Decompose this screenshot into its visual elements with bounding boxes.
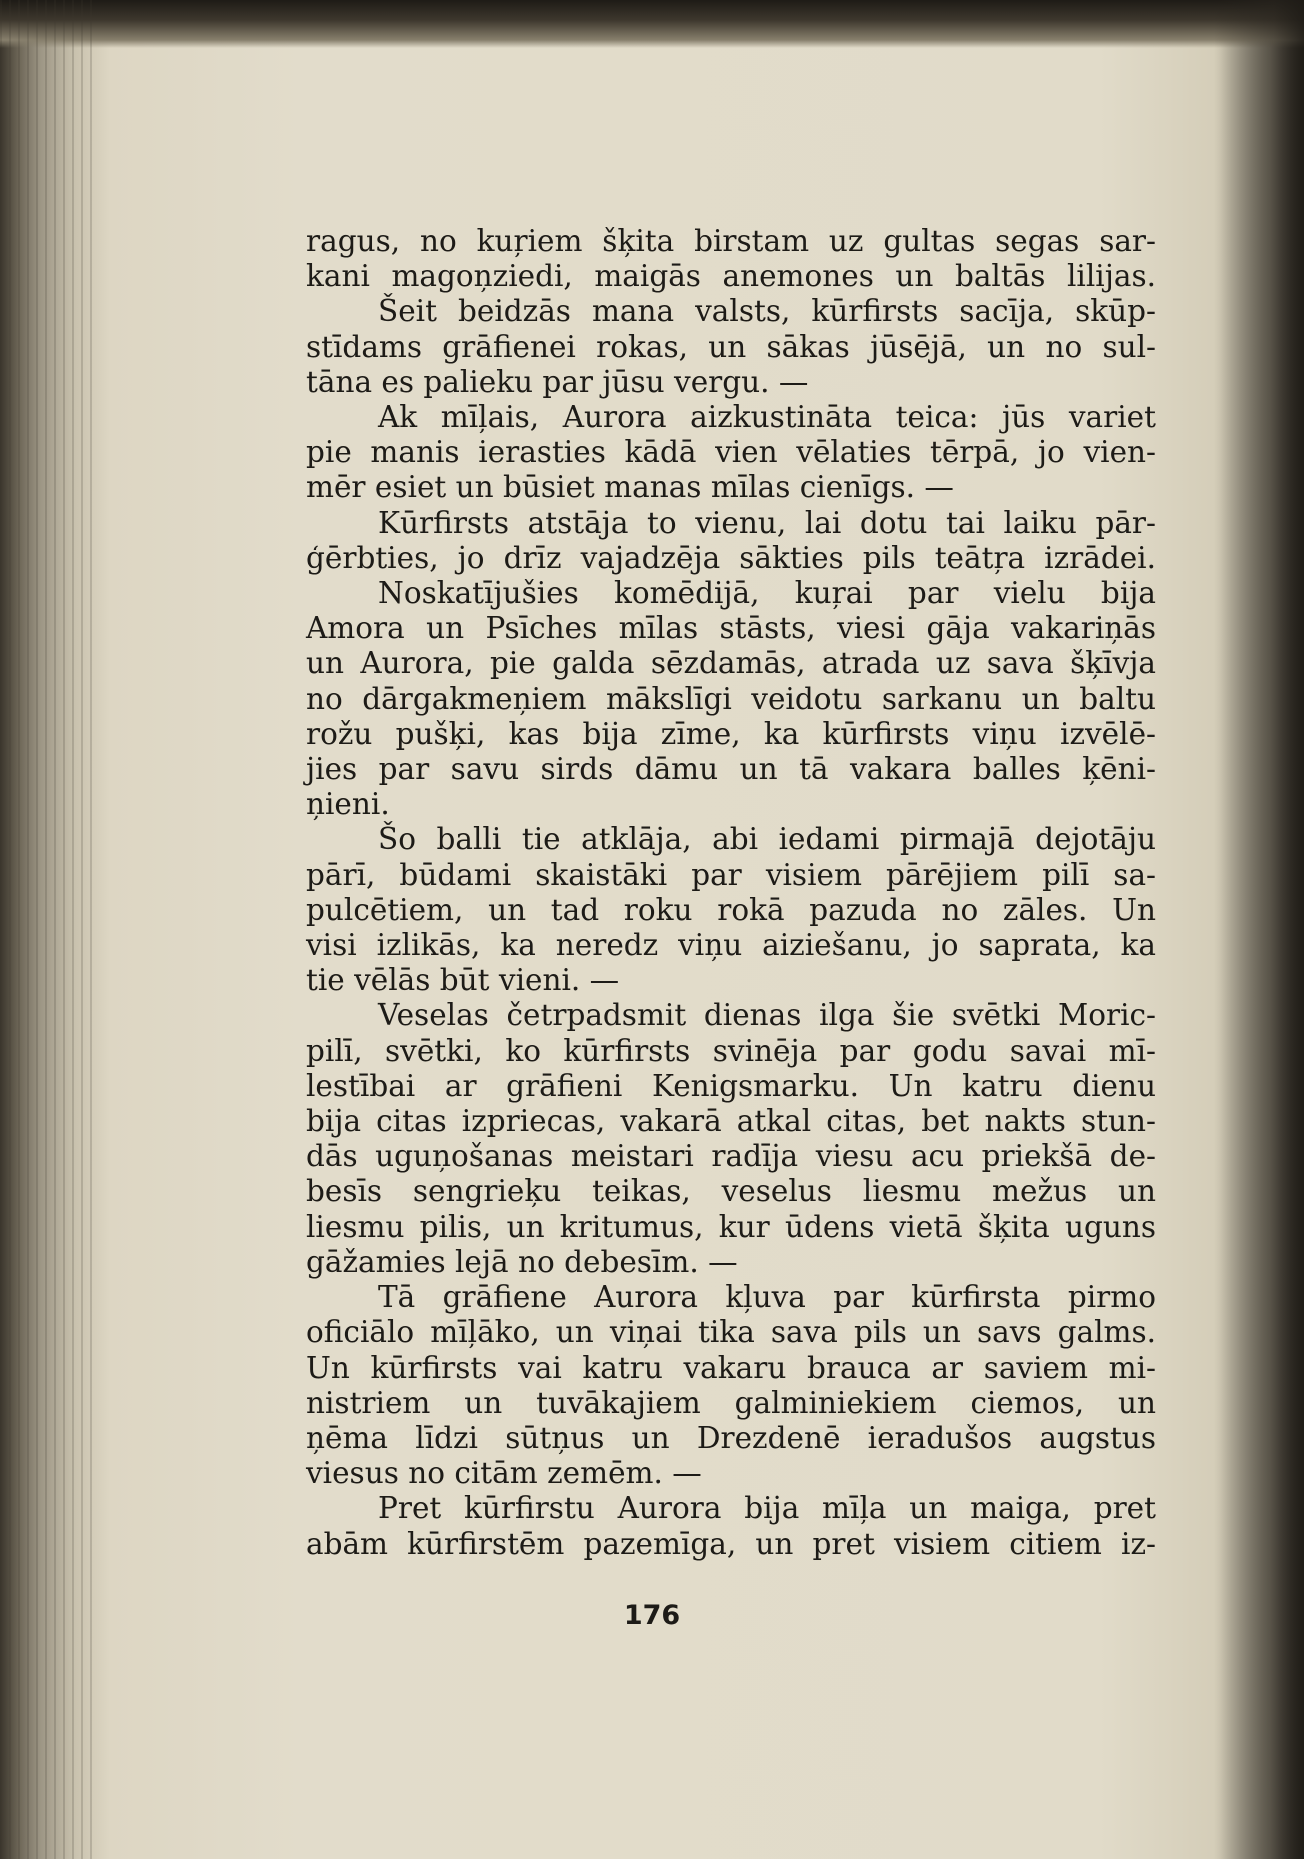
text-line: ņēma līdzi sūtņus un Drezdenē ieradušos augstus (306, 1420, 1156, 1455)
text-line: Tā grāfiene Aurora kļuva par kūrfirsta pirmo (378, 1280, 1156, 1315)
text-line: Amora un Psīches mīlas stāsts, viesi gāja vakariņās (306, 611, 1156, 646)
text-line: viesus no citām zemēm. — (306, 1456, 702, 1491)
text-line: tāna es palieku par jūsu vergu. — (306, 364, 809, 399)
text-line: besīs sengrieķu teikas, veselus liesmu mežus un (306, 1174, 1156, 1209)
text-line: mēr esiet un būsiet manas mīlas cienīgs. — (306, 470, 954, 505)
text-line: ragus, no kuŗiem šķita birstam uz gultas segas sar- (306, 224, 1156, 258)
text-line: bija citas izpriecas, vakarā atkal citas, bet nakts stun- (306, 1104, 1156, 1139)
text-line: nistriem un tuvākajiem galminiekiem ciemos, un (306, 1385, 1156, 1420)
text-line: kani magoņziedi, maigās anemones un baltās lilijas. (306, 259, 1156, 294)
text-line: abām kūrfirstēm pazemīga, un pret visiem citiem iz- (306, 1526, 1156, 1561)
text-line: dās uguņošanas meistari radīja viesu acu priekšā de- (306, 1139, 1156, 1174)
text-line: un Aurora, pie galda sēzdamās, atrada uz sava šķīvja (306, 646, 1156, 681)
scan-top-edge (0, 0, 1304, 48)
text-line: jies par savu sirds dāmu un tā vakara balles ķēni- (306, 752, 1156, 787)
text-line: liesmu pilis, un kritumus, kur ūdens vietā šķita uguns (306, 1209, 1156, 1244)
text-line: ņieni. (306, 787, 390, 822)
text-line: Veselas četrpadsmit dienas ilga šie svētki Moric- (378, 998, 1156, 1033)
text-line: gāžamies lejā no debesīm. — (306, 1244, 738, 1279)
text-line: pilī, svētki, ko kūrfirsts svinēja par godu savai mī- (306, 1033, 1156, 1068)
page-number: 176 (623, 1600, 681, 1631)
text-line: Pret kūrfirstu Aurora bija mīļa un maiga, pret (378, 1491, 1156, 1526)
text-line: ģērbties, jo drīz vajadzēja sākties pils teātŗa izrādei. (306, 540, 1156, 575)
text-line: rožu pušķi, kas bija zīme, ka kūrfirsts viņu izvēlē- (306, 716, 1156, 751)
text-line: stīdams grāfienei rokas, un sākas jūsējā, un no sul- (306, 329, 1156, 364)
page-edge-shadow (1214, 0, 1304, 1859)
text-line: Šo balli tie atklāja, abi iedami pirmajā dejotāju (378, 822, 1156, 857)
text-line: Ak mīļais, Aurora aizkustināta teica: jūs variet (378, 400, 1156, 435)
body-text (306, 224, 1156, 1562)
book-gutter (0, 0, 96, 1859)
text-line: Noskatījušies komēdijā, kuŗai par vielu bija (378, 576, 1156, 611)
text-line: Šeit beidzās mana valsts, kūrfirsts sacīja, skūp- (378, 294, 1156, 329)
text-line: lestībai ar grāfieni Kenigsmarku. Un katru dienu (306, 1068, 1156, 1103)
text-line: pie manis ierasties kādā vien vēlaties tērpā, jo vien- (306, 435, 1156, 470)
text-line: no dārgakmeņiem mākslīgi veidotu sarkanu un baltu (306, 681, 1156, 716)
text-line: pulcētiem, un tad roku rokā pazuda no zāles. Un (306, 892, 1156, 927)
text-line: visi izlikās, ka neredz viņu aiziešanu, jo saprata, ka (306, 928, 1156, 963)
text-line: oficiālo mīļāko, un viņai tika sava pils un savs galms. (306, 1315, 1156, 1350)
text-line: tie vēlās būt vieni. — (306, 963, 620, 998)
text-line: Un kūrfirsts vai katru vakaru brauca ar saviem mi- (306, 1350, 1156, 1385)
text-line: pārī, būdami skaistāki par visiem pārējiem pilī sa- (306, 857, 1156, 892)
text-line: Kūrfirsts atstāja to vienu, lai dotu tai laiku pār- (378, 505, 1156, 540)
